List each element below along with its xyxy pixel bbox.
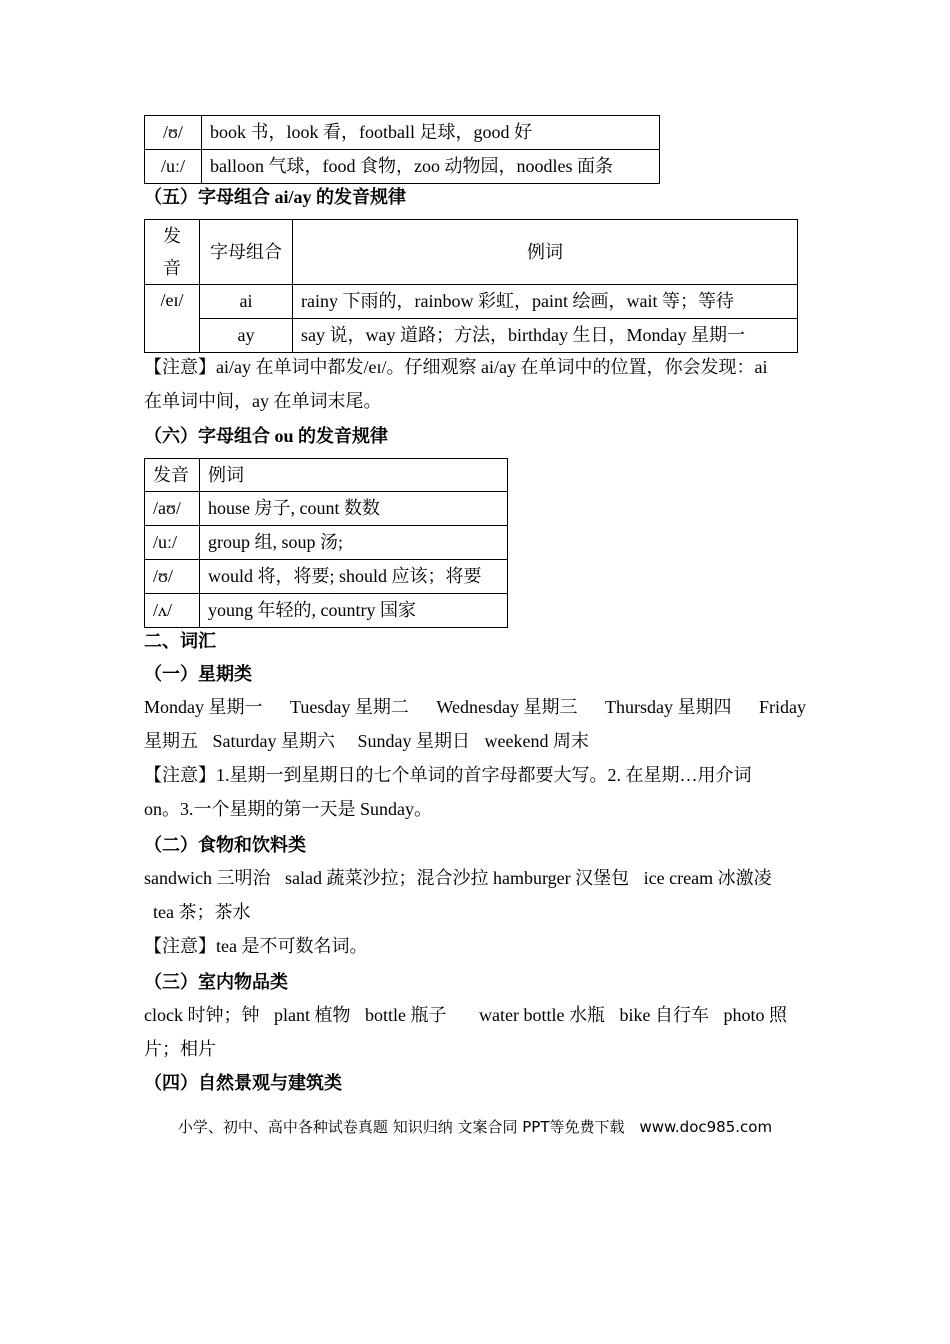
section-five-title: （五）字母组合 ai/ay 的发音规律 (144, 187, 407, 207)
header-sound-line-1: 发 (163, 226, 181, 246)
week-words (144, 690, 806, 826)
vocab-item: 星期五 (144, 731, 198, 751)
aiay-sound-table (144, 219, 798, 353)
vocab-item: bike 自行车 (619, 1005, 709, 1025)
vocab-item: salad 蔬菜沙拉；混合沙拉 hamburger 汉堡包 (284, 868, 630, 888)
table-header-row (145, 220, 798, 285)
food-title: （二）食物和饮料类 (144, 835, 306, 855)
sound-cell: /eɪ/ (145, 285, 200, 353)
examples-cell: group 组, soup 汤; (200, 526, 508, 560)
sound-cell: /uː/ (145, 150, 202, 184)
combo-cell: ai (200, 285, 293, 319)
section-six-title: （六）字母组合 ou 的发音规律 (144, 426, 389, 446)
sound-cell: /ʌ/ (145, 594, 200, 628)
combo-cell: ay (200, 319, 293, 353)
week-line-2 (144, 724, 806, 758)
header-combo: 字母组合 (200, 220, 293, 285)
examples-cell: rainy 下雨的，rainbow 彩虹，paint 绘画，wait 等；等待 (293, 285, 798, 319)
table-row (145, 526, 508, 560)
note-aiay (144, 350, 806, 418)
note-line: 在单词中间，ay 在单词末尾。 (144, 391, 382, 411)
vocab-item: Wednesday 星期三 (436, 697, 578, 717)
table-row (145, 560, 508, 594)
week-title: （一）星期类 (144, 664, 252, 684)
vocab-item: Sunday 星期日 (357, 731, 470, 751)
vocab-item: clock 时钟；钟 (144, 1005, 260, 1025)
table-row (145, 116, 660, 150)
examples-cell: say 说，way 道路；方法，birthday 生日，Monday 星期一 (293, 319, 798, 353)
vocab-item: Tuesday 星期二 (290, 697, 409, 717)
vocab-item: ice cream 冰激凌 (643, 868, 772, 888)
examples-cell: young 年轻的, country 国家 (200, 594, 508, 628)
table-row (145, 319, 798, 353)
note-line: 【注意】tea 是不可数名词。 (144, 936, 368, 956)
vocab-item: tea 茶；茶水 (153, 902, 251, 922)
indoor-words (144, 998, 806, 1066)
vocab-item: water bottle 水瓶 (478, 1005, 605, 1025)
header-sound-line-2: 音 (163, 258, 181, 278)
ou-sound-table (144, 458, 508, 628)
vocab-item: bottle 瓶子 (364, 1005, 447, 1025)
header-sound: 发音 (145, 459, 200, 492)
note-line: 【注意】1.星期一到星期日的七个单词的首字母都要大写。2. 在星期…用介词 (144, 765, 752, 785)
note-line: on。3.一个星期的第一天是 Sunday。 (144, 799, 432, 819)
oo-sound-table (144, 115, 660, 184)
vocab-item: Friday (759, 697, 806, 717)
vocab-item: photo 照 (723, 1005, 787, 1025)
header-examples: 例词 (293, 220, 798, 285)
vocab-item: Saturday 星期六 (212, 731, 335, 751)
examples-cell: house 房子, count 数数 (200, 492, 508, 526)
sound-cell: /uː/ (145, 526, 200, 560)
vocab-item: sandwich 三明治 (144, 868, 271, 888)
sound-cell: /ʊ/ (145, 560, 200, 594)
week-line-1 (144, 690, 806, 724)
vocab-item: Monday 星期一 (144, 697, 263, 717)
food-line-1 (144, 861, 806, 895)
examples-cell: book 书，look 看，football 足球，good 好 (202, 116, 660, 150)
table-row (145, 285, 798, 319)
header-examples: 例词 (200, 459, 508, 492)
table-row (145, 150, 660, 184)
examples-cell: balloon 气球，food 食物，zoo 动物园，noodles 面条 (202, 150, 660, 184)
table-row (145, 594, 508, 628)
header-sound (145, 220, 200, 285)
indoor-title: （三）室内物品类 (144, 972, 288, 992)
vocab-item: 片；相片 (144, 1039, 216, 1059)
nature-title: （四）自然景观与建筑类 (144, 1073, 342, 1093)
table-header-row (145, 459, 508, 492)
vocab-item: Thursday 星期四 (604, 697, 732, 717)
food-words (144, 861, 806, 963)
indoor-line-1 (144, 998, 806, 1032)
sound-cell: /aʊ/ (145, 492, 200, 526)
part-two-title: 二、词汇 (144, 631, 216, 651)
sound-cell: /ʊ/ (145, 116, 202, 150)
examples-cell: would 将，将要; should 应该；将要 (200, 560, 508, 594)
page-footer: 小学、初中、高中各种试卷真题 知识归纳 文案合同 PPT等免费下载 www.doc985.com (177, 1118, 773, 1136)
note-line: 【注意】ai/ay 在单词中都发/eɪ/。仔细观察 ai/ay 在单词中的位置，你会发现：ai (144, 357, 768, 377)
vocab-item: weekend 周末 (484, 731, 589, 751)
table-row (145, 492, 508, 526)
vocab-item: plant 植物 (273, 1005, 351, 1025)
